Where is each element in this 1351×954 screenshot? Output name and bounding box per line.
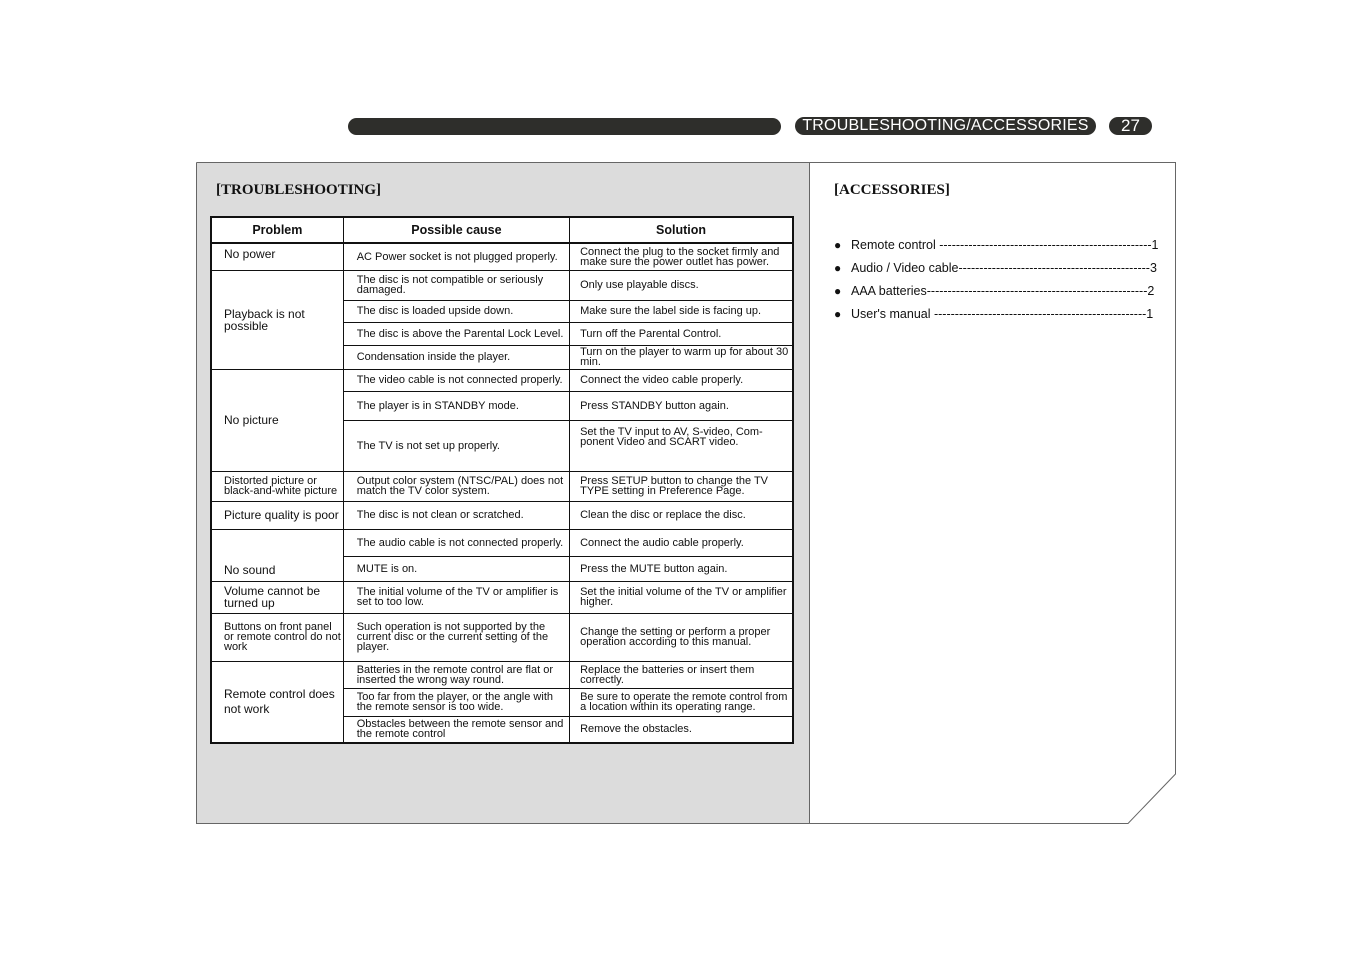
cause-cell: The audio cable is not connected properly. [343, 529, 569, 556]
solution-cell: Turn off the Parental Control. [570, 322, 793, 345]
table-row [211, 270, 793, 300]
cause-cell: Condensation inside the player. [343, 345, 569, 369]
solution-cell: Connect the video cable properly. [570, 369, 793, 391]
problem-cell: No power [211, 243, 343, 270]
troubleshooting-heading: [TROUBLESHOOTING] [216, 182, 382, 198]
solution-cell: Remove the obstacles. [570, 716, 793, 743]
solution-cell: Change the setting or perform a proper operation according to this manual. [570, 613, 793, 661]
bullet-icon: ● [834, 238, 842, 252]
cause-cell: MUTE is on. [343, 556, 569, 581]
problem-cell: Volume cannot be turned up [211, 581, 343, 613]
solution-cell: Press STANDBY button again. [570, 391, 793, 420]
problem-cell: No picture [211, 369, 343, 471]
solution-cell: Set the TV input to AV, S-video, Com-ponent Video and SCART video. [570, 420, 793, 471]
page-number: 27 [1109, 117, 1152, 135]
problem-cell: Picture quality is poor [211, 501, 343, 529]
cause-cell: Output color system (NTSC/PAL) does not match the TV color system. [343, 471, 569, 501]
accessory-item-label: User's manual ---------------------------------------------------1 [851, 307, 1154, 321]
cause-cell: The player is in STANDBY mode. [343, 391, 569, 420]
cause-cell: Obstacles between the remote sensor and the remote control [343, 716, 569, 743]
table-row [211, 529, 793, 556]
solution-cell: Press the MUTE button again. [570, 556, 793, 581]
solution-cell: Connect the audio cable properly. [570, 529, 793, 556]
solution-cell: Connect the plug to the socket firmly and make sure the power outlet has power. [570, 243, 793, 270]
header-decorative-bar [348, 118, 781, 135]
solution-cell: Turn on the player to warm up for about 30 min. [570, 345, 793, 369]
accessory-item-label: Audio / Video cable----------------------------------------------3 [851, 261, 1157, 275]
accessories-heading: [ACCESSORIES] [834, 182, 950, 198]
problem-cell: Distorted picture or black-and-white picture [211, 471, 343, 501]
cause-cell: The disc is not compatible or seriously damaged. [343, 270, 569, 300]
solution-cell: Be sure to operate the remote control from a location within its operating range. [570, 688, 793, 716]
accessory-item-label: AAA batteries-----------------------------------------------------2 [851, 284, 1155, 298]
table-row [211, 369, 793, 391]
list-item [834, 282, 1158, 305]
solution-cell: Make sure the label side is facing up. [570, 300, 793, 322]
problem-cell: Playback is not possible [211, 270, 343, 369]
problem-cell: No sound [211, 529, 343, 581]
solution-cell: Replace the batteries or insert them correctly. [570, 661, 793, 688]
table-row [211, 471, 793, 501]
cause-cell: Batteries in the remote control are flat or inserted the wrong way round. [343, 661, 569, 688]
column-header-solution: Solution [570, 217, 793, 243]
cause-cell: Such operation is not supported by the current disc or the current setting of the player. [343, 613, 569, 661]
cause-cell: AC Power socket is not plugged properly. [343, 243, 569, 270]
cause-cell: The disc is loaded upside down. [343, 300, 569, 322]
column-header-cause: Possible cause [343, 217, 569, 243]
bullet-icon: ● [834, 307, 842, 321]
solution-cell: Press SETUP button to change the TV TYPE setting in Preference Page. [570, 471, 793, 501]
table-row [211, 581, 793, 613]
solution-cell: Set the initial volume of the TV or amplifier higher. [570, 581, 793, 613]
list-item [834, 259, 1158, 282]
bullet-icon: ● [834, 284, 842, 298]
cause-cell: Too far from the player, or the angle with the remote sensor is too wide. [343, 688, 569, 716]
solution-cell: Clean the disc or replace the disc. [570, 501, 793, 529]
column-header-problem: Problem [211, 217, 343, 243]
cause-cell: The disc is above the Parental Lock Level. [343, 322, 569, 345]
table-row [211, 661, 793, 688]
section-title: TROUBLESHOOTING/ACCESSORIES [795, 117, 1096, 135]
table-row [211, 501, 793, 529]
accessory-item-label: Remote control ---------------------------------------------------1 [851, 238, 1159, 252]
cause-cell: The video cable is not connected properly. [343, 369, 569, 391]
list-item [834, 305, 1158, 328]
problem-cell: Buttons on front panel or remote control do not work [211, 613, 343, 661]
table-header-row [211, 217, 793, 243]
cause-cell: The initial volume of the TV or amplifier is set to too low. [343, 581, 569, 613]
solution-cell: Only use playable discs. [570, 270, 793, 300]
problem-cell: Remote control does not work [211, 661, 343, 743]
table-row [211, 613, 793, 661]
cause-cell: The disc is not clean or scratched. [343, 501, 569, 529]
cause-cell: The TV is not set up properly. [343, 420, 569, 471]
table-row [211, 243, 793, 270]
accessories-list [834, 236, 1158, 328]
list-item [834, 236, 1158, 259]
bullet-icon: ● [834, 261, 842, 275]
troubleshooting-table [210, 216, 794, 744]
